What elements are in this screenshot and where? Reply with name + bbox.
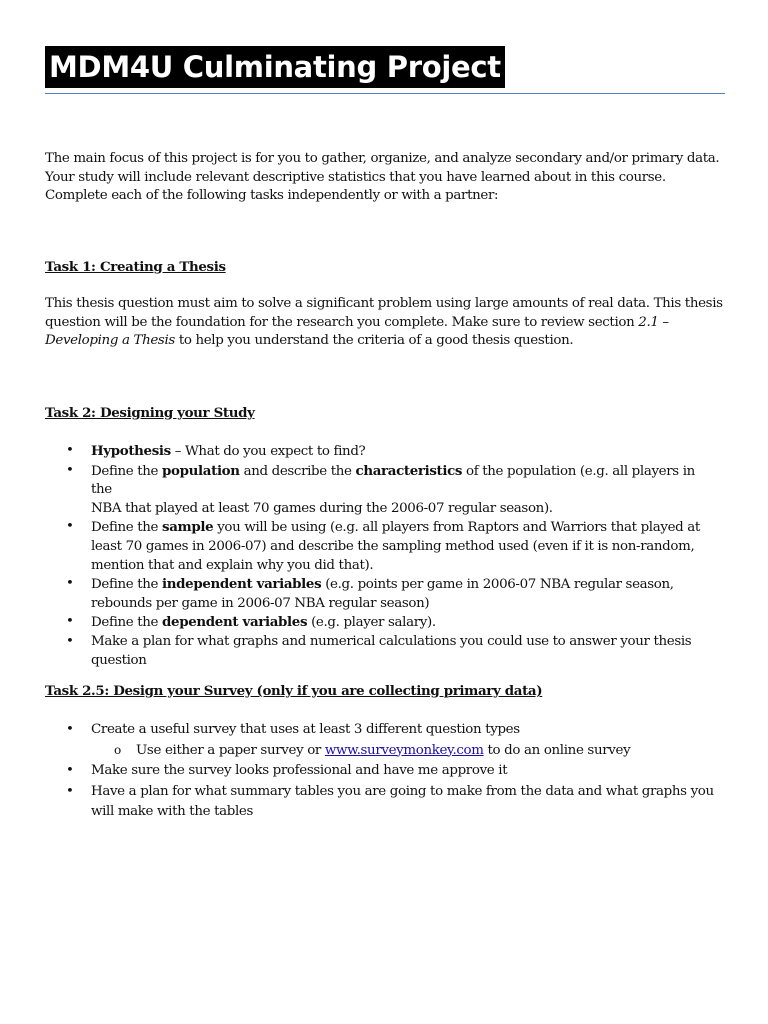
task1-line-3-text: to help you understand the criteria of a good thesis question.: [174, 333, 574, 349]
task25-bullet-list: [45, 720, 715, 823]
term-characteristics: characteristics: [355, 462, 463, 479]
term-independent-variables: independent variables: [162, 576, 322, 593]
task25-sub-list: [91, 741, 715, 762]
bullet-text: to do an online survey: [483, 742, 631, 758]
bullet-text: Make sure the survey looks professional and have me approve it: [91, 763, 508, 778]
task2-bullet-independent-variables: [45, 575, 715, 613]
bullet-text: of the population (e.g. all players in the: [91, 463, 695, 498]
bullet-text: mention that and explain why you did that).: [91, 557, 374, 573]
term-hypothesis: Hypothesis: [91, 443, 171, 459]
bullet-text: and describe the: [239, 463, 356, 479]
task2-bullet-dependent-variables: [45, 613, 715, 633]
task1-line-2-text: question will be the foundation for the research you complete. Make sure to review section: [45, 314, 639, 330]
task2-bullet-sample: [45, 518, 715, 575]
bullet-text: Make a plan for what graphs and numerical calculations you could use to answer your thesis: [91, 633, 692, 649]
task1-line-2: [45, 314, 735, 333]
section-reference: 2.1 –: [638, 314, 669, 330]
bullet-text: (e.g. points per game in 2006-07 NBA regular season,: [321, 577, 674, 593]
bullet-text: Define the: [91, 463, 163, 479]
task2-bullet-population: [45, 462, 715, 519]
bullet-text: Use either a paper survey or: [136, 742, 325, 758]
task25-heading: Task 2.5: Design your Survey (only if you are collecting primary data): [45, 683, 543, 699]
term-dependent-variables: dependent variables: [162, 614, 308, 631]
intro-paragraph: [45, 150, 735, 206]
document-title: MDM4U Culminating Project: [45, 46, 505, 88]
term-population: population: [162, 462, 240, 479]
bullet-text: least 70 games in 2006-07) and describe the sampling method used (even if it is non-random,: [91, 538, 695, 554]
bullet-text: – What do you expect to find?: [170, 444, 366, 459]
task1-line-3: [45, 332, 735, 351]
bullet-text: Define the: [91, 615, 163, 631]
task2-bullet-hypothesis: [45, 442, 715, 462]
intro-line-3: Complete each of the following tasks independently or with a partner:: [45, 188, 499, 204]
bullet-text: (e.g. player salary).: [307, 615, 436, 631]
task1-line-1: This thesis question must aim to solve a significant problem using large amounts of real data. This thesis: [45, 296, 723, 311]
term-sample: sample: [162, 519, 214, 536]
section-title-reference: Developing a Thesis: [45, 333, 175, 349]
task1-heading: Task 1: Creating a Thesis: [45, 259, 226, 275]
task25-bullet-summary-tables: [45, 782, 715, 823]
task2-bullet-plan: [45, 633, 715, 670]
bullet-text: Define the: [91, 520, 163, 536]
bullet-text: you will be using (e.g. all players from Raptors and Warriors that played at: [213, 520, 700, 536]
bullet-text: Have a plan for what summary tables you are going to make from the data and what graphs you: [91, 783, 714, 799]
task25-bullet-professional: [45, 761, 715, 782]
task25-sub-bullet-survey-options: [91, 741, 715, 762]
bullet-text: will make with the tables: [91, 804, 254, 819]
bullet-text: Define the: [91, 577, 163, 593]
intro-line-2: Your study will include relevant descriptive statistics that you have learned about in this course.: [45, 169, 666, 185]
task25-bullet-create-survey: [45, 720, 715, 761]
task2-bullet-list: [45, 442, 715, 670]
title-underline-rule: [45, 93, 725, 94]
surveymonkey-link[interactable]: www.surveymonkey.com: [324, 742, 484, 758]
bullet-text: NBA that played at least 70 games during the 2006-07 regular season).: [91, 500, 553, 516]
intro-line-1: The main focus of this project is for you to gather, organize, and analyze secondary and/or primary data.: [45, 151, 720, 166]
task2-heading: Task 2: Designing your Study: [45, 405, 255, 421]
bullet-text: question: [91, 652, 147, 668]
bullet-text: Create a useful survey that uses at least 3 different question types: [91, 722, 520, 737]
task1-paragraph: [45, 295, 735, 351]
bullet-text: rebounds per game in 2006-07 NBA regular season): [91, 595, 430, 611]
